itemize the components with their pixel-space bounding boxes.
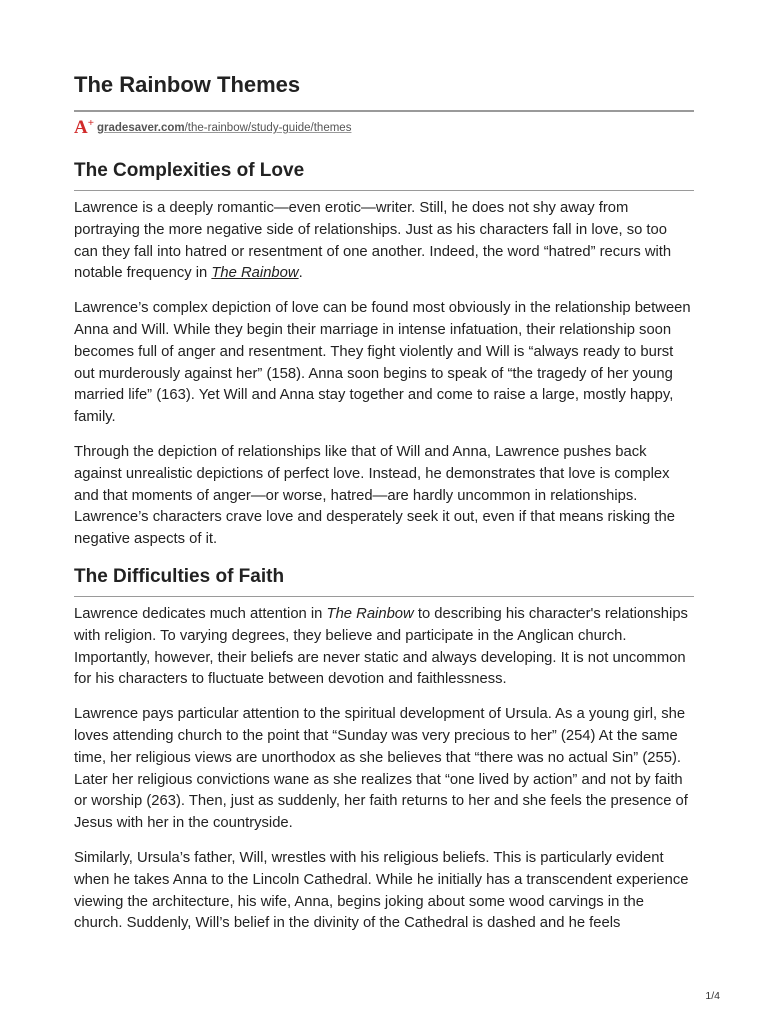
- paragraph: Through the depiction of relationships like that of Will and Anna, Lawrence pushes back against unrealistic depictions of perfect love. Instead, he demonstrates that love is complex and that moments of anger—or worse, hatred—are hardly uncommon in relationships. Lawrence’s characters crave love and desperately seek it out, even if that means risking the negative aspects of it.: [74, 443, 675, 548]
- source-path: /the-rainbow/study-guide/themes: [184, 122, 352, 134]
- section-difficulties-of-faith: [74, 564, 694, 935]
- gradesaver-logo-icon: A +: [74, 117, 95, 138]
- paragraph: Lawrence pays particular attention to the spiritual development of Ursula. As a young girl, she loves attending church to the point that “Sunday was very precious to her” (254) At the same time, her religious views are unorthodox as she believes that “there was no actual Sin” (255). Later her religious convictions wane as she realizes that “one lived by action” and not by faith or worship (263). Then, just as suddenly, her faith returns to her and she feels the presence of Jesus with her in the countryside.: [74, 706, 688, 832]
- section-divider: [74, 190, 694, 191]
- source-domain: gradesaver.com: [97, 122, 185, 134]
- section-heading: The Difficulties of Faith: [74, 565, 285, 587]
- section-complexities-of-love: [74, 158, 694, 551]
- paragraph: Lawrence’s complex depiction of love can be found most obviously in the relationship between Anna and Will. While they begin their marriage in intense infatuation, their relationship soon becomes full of anger and resentment. They fight violently and Will is “always ready to burst out murderously against her” (158). Anna soon begins to speak of “the tragedy of her young married life” (163). Yet Will and Anna stay together and come to raise a large, mostly happy, family.: [74, 300, 691, 426]
- source-line: [74, 116, 694, 140]
- section-divider: [74, 596, 694, 597]
- document-page: [74, 70, 694, 948]
- book-title-link[interactable]: The Rainbow: [211, 265, 299, 282]
- paragraph: Lawrence is a deeply romantic—even erotic—writer. Still, he does not shy away from portraying the more negative side of relationships. Just as his characters fall in love, so too can they fall into hatred or resentment of one another. Indeed, the word “hatred” recurs with notable frequency in The Rainbow.: [74, 200, 672, 282]
- paragraph: Lawrence dedicates much attention in The Rainbow to describing his character's relationships with religion. To varying degrees, they believe and participate in the Anglican church. Importantly, however, their beliefs are never static and always developing. It is not uncommon for his characters to fluctuate between devotion and faithlessness.: [74, 605, 688, 688]
- source-link[interactable]: [97, 122, 351, 134]
- paragraph: Similarly, Ursula’s father, Will, wrestles with his religious beliefs. This is particularly evident when he takes Anna to the Lincoln Cathedral. While he initially has a transcendent experience viewing the architecture, his wife, Anna, begins joking about some wood carvings in the church. Suddenly, Will’s belief in the divinity of the Cathedral is dashed and he feels: [74, 849, 689, 932]
- book-title: The Rainbow: [326, 605, 414, 622]
- page-title: The Rainbow Themes: [74, 72, 301, 97]
- title-divider: [74, 110, 694, 112]
- page-number: 1/4: [705, 990, 720, 1002]
- section-heading: The Complexities of Love: [74, 160, 305, 181]
